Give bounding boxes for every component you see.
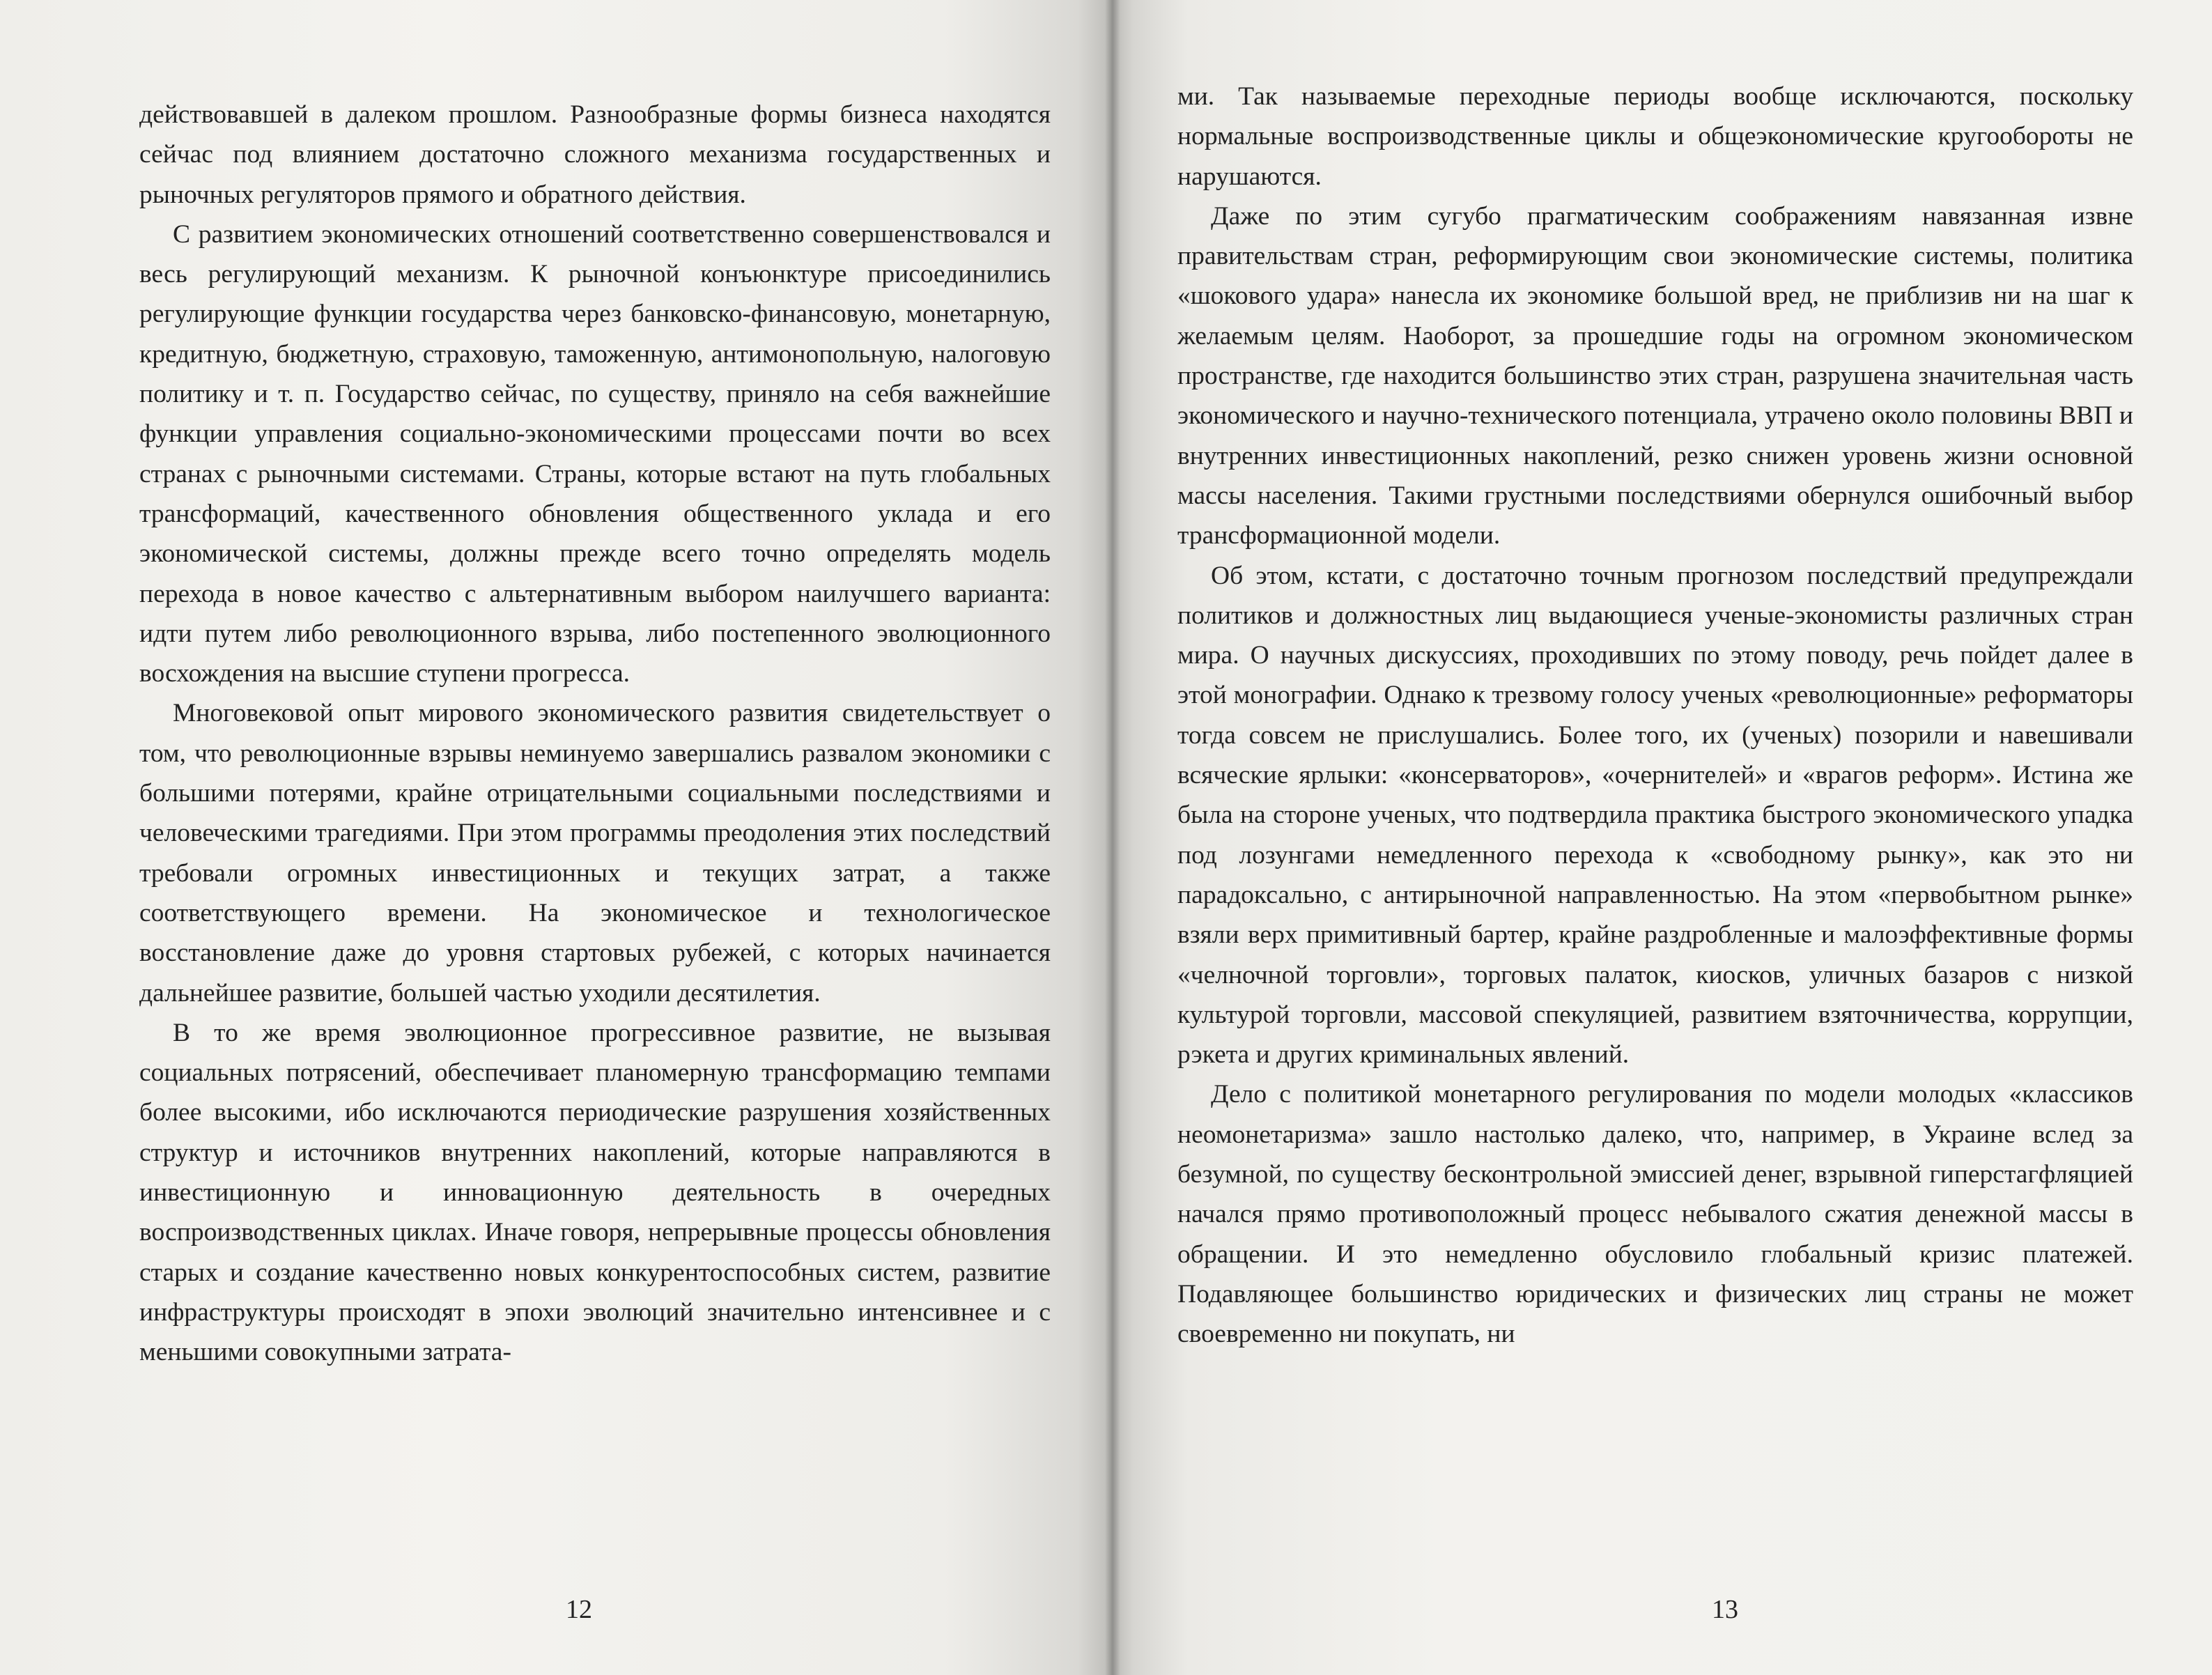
paragraph: Об этом, кстати, с достаточно точным прогнозом последствий предупреждали политиков и должностных лиц выдающиеся ученые-экономисты различных стран мира. О научных дискуссиях, проходивших по этому поводу, речь пойдет далее в этой монографии. Однако к трезвому голосу ученых «революционные» реформаторы тогда совсем не прислушались. Более того, их (ученых) позорили и навешивали всяческие ярлыки: «консерваторов», «очернителей» и «врагов реформ». Истина же была на стороне ученых, что подтвердила практика быстрого экономического упадка под лозунгами немедленного перехода к «свободному рынку», как это ни парадоксально, с антирыночной направленностью. На этом «первобытном рынке» взяли верх примитивный бартер, крайне раздробленные и малоэффективные формы «челночной торговли», торговых палаток, киосков, уличных базаров с низкой культурой торговли, массовой спекуляцией, развитием взяточничества, коррупции, рэкета и других криминальных явлений. — [1177, 561, 2133, 1070]
paragraph: С развитием экономических отношений соответственно совершенствовался и весь регулирующий механизм. К рыночной конъюнктуре присоединились регулирующие функции государства через банковско-финансовую, монетарную, кредитную, бюджетную, страховую, таможенную, антимонопольную, налоговую политику и т. п. Государство сейчас, по существу, приняло на себя важнейшие функции управления социально-экономическими процессами почти во всех странах с рыночными системами. Страны, которые встают на путь глобальных трансформаций, качественного обновления общественного уклада и его экономической системы, должны прежде всего точно определять модель перехода в новое качество с альтернативным выбором наилучшего варианта: идти путем либо революционного взрыва, либо постепенного эволюционного восхождения на высшие ступени прогресса. — [139, 219, 1051, 688]
paragraph: Даже по этим сугубо прагматическим соображениям навязанная извне правительствам стран, реформирующим свои экономические системы, политика «шокового удара» нанесла их экономике большой вред, не приблизив ни на шаг к желаемым целям. Наоборот, за прошедшие годы на огромном экономическом пространстве, где находится большинство этих стран, разрушена значительная часть экономического и научно-технического потенциала, утрачено около половины ВВП и внутренних инвестиционных накоплений, резко снижен уровень жизни основной массы населения. Такими грустными последствиями обернулся ошибочный выбор трансформационной модели. — [1177, 201, 2133, 550]
page-number: 12 — [566, 1595, 592, 1624]
paragraph: Дело с политикой монетарного регулирования по модели молодых «классиков неомонетаризма» зашло настолько далеко, что, например, в Украине вслед за безумной, по существу бесконтрольной эмиссией денег, взрывной гиперстагфляцией начался прямо противоположный процесс небывалого сжатия денежной массы в обращении. И это немедленно обусловило глобальный кризис платежей. Подавляющее большинство юридических и физических лиц страны не может своевременно ни покупать, ни — [1177, 1080, 2133, 1349]
paragraph: Многовековой опыт мирового экономического развития свидетельствует о том, что революционные взрывы неминуемо завершались развалом экономики с большими потерями, крайне отрицательными социальными последствиями и человеческими трагедиями. При этом программы преодоления этих последствий требовали огромных инвестиционных и текущих затрат, а также соответствующего времени. На экономическое и технологическое восстановление даже до уровня стартовых рубежей, с которых начинается дальнейшее развитие, большей частью уходили десятилетия. — [139, 699, 1051, 1008]
right-page — [1111, 0, 2212, 1675]
paragraph: В то же время эволюционное прогрессивное развитие, не вызывая социальных потрясений, обеспечивает планомерную трансформацию темпами более высокими, ибо исключаются периодические разрушения хозяйственных структур и источников внутренних накоплений, которые направляются в инвестиционную и инновационную деятельность в очередных воспроизводственных циклах. Иначе говоря, непрерывные процессы обновления старых и создание качественно новых конкурентоспособных систем, развитие инфраструктуры происходят в эпохи эволюций значительно интенсивнее и с меньшими совокупными затрата- — [139, 1018, 1051, 1367]
paragraph: ми. Так называемые переходные периоды вообще исключаются, поскольку нормальные воспроизводственные циклы и общеэкономические кругообороты не нарушаются. — [1177, 82, 2133, 191]
paragraph: действовавшей в далеком прошлом. Разнообразные формы бизнеса находятся сейчас под влиянием достаточно сложного механизма государственных и рыночных регуляторов прямого и обратного действия. — [139, 100, 1051, 209]
left-page-body — [139, 95, 1051, 1373]
page-number: 13 — [1712, 1595, 1738, 1624]
book-gutter — [1105, 0, 1120, 1675]
right-page-body — [1177, 77, 2133, 1354]
